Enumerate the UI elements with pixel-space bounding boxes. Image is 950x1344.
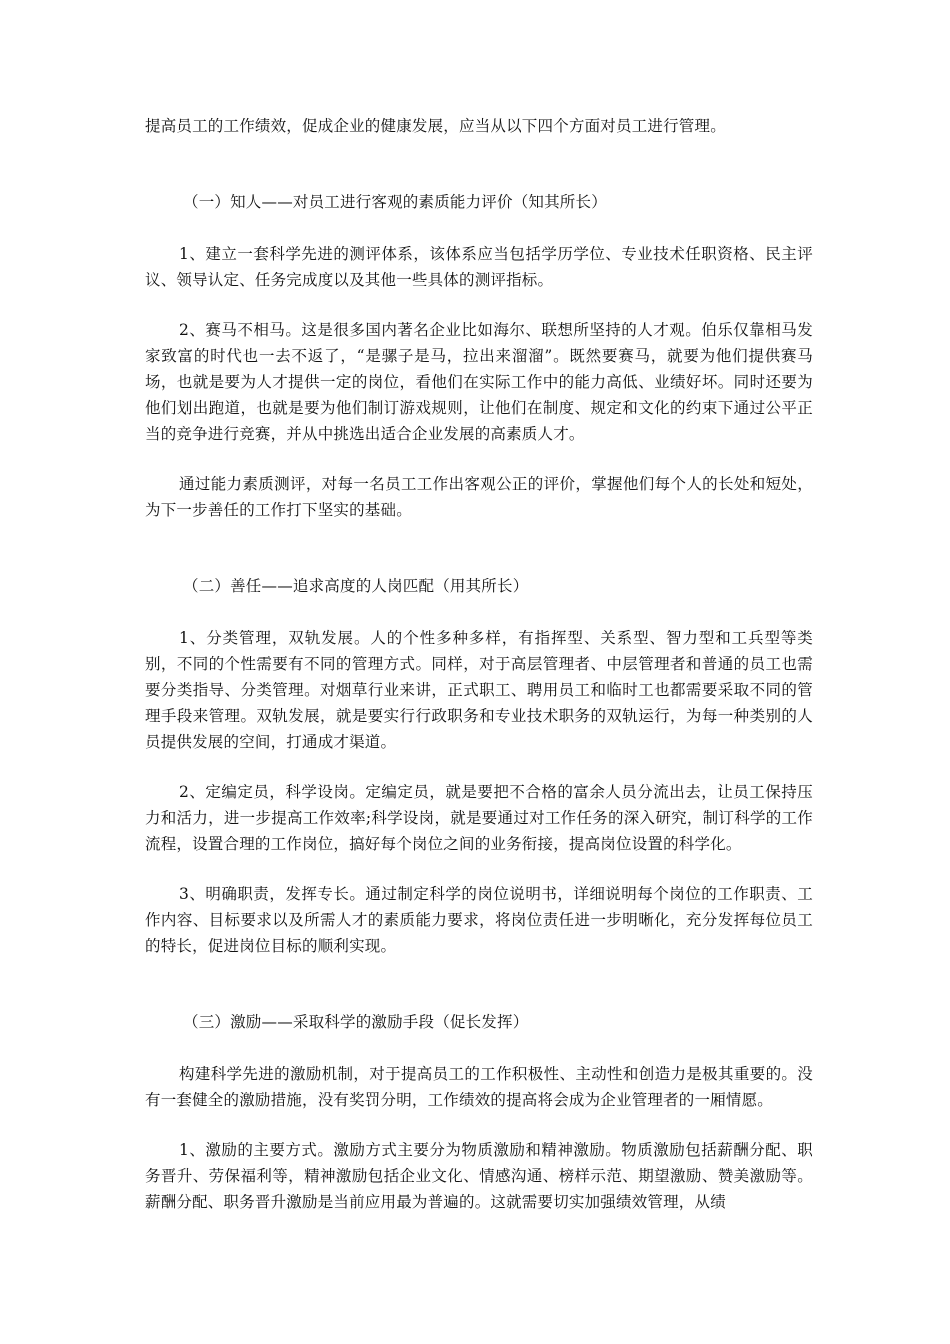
section-3-heading: （三）激励——采取科学的激励手段（促长发挥）: [183, 1013, 529, 1031]
intro-paragraph: 提高员工的工作绩效，促成企业的健康发展，应当从以下四个方面对员工进行管理。: [145, 117, 726, 135]
section-3-paragraph-1: 构建科学先进的激励机制，对于提高员工的工作积极性、主动性和创造力是极其重要的。没有一套健全的激励措施，没有奖罚分明，工作绩效的提高将会成为企业管理者的一厢情愿。: [145, 1065, 813, 1109]
section-2-heading: （二）善任——追求高度的人岗匹配（用其所长）: [183, 577, 529, 595]
section-2-paragraph-1: 1、分类管理，双轨发展。人的个性多种多样，有指挥型、关系型、智力型和工兵型等类别，不同的个性需要有不同的管理方式。同样，对于高层管理者、中层管理者和普通的员工也需要分类指导、分类管理。对烟草行业来讲，正式职工、聘用员工和临时工也都需要采取不同的管理手段来管理。双轨发展，就是要实行行政职务和专业技术职务的双轨运行，为每一种类别的人员提供发展的空间，打通成才渠道。: [145, 629, 813, 751]
section-1-heading: （一）知人——对员工进行客观的素质能力评价（知其所长）: [183, 193, 607, 211]
section-3-paragraph-2: 1、激励的主要方式。激励方式主要分为物质激励和精神激励。物质激励包括薪酬分配、职务晋升、劳保福利等，精神激励包括企业文化、情感沟通、榜样示范、期望激励、赞美激励等。薪酬分配、职务晋升激励是当前应用最为普遍的。这就需要切实加强绩效管理，从绩: [145, 1141, 813, 1211]
section-1-paragraph-3: 通过能力素质测评，对每一名员工工作出客观公正的评价，掌握他们每个人的长处和短处，为下一步善任的工作打下坚实的基础。: [145, 475, 813, 519]
section-1-paragraph-2: 2、赛马不相马。这是很多国内著名企业比如海尔、联想所坚持的人才观。伯乐仅靠相马发家致富的时代也一去不返了，“是骡子是马，拉出来溜溜”。既然要赛马，就要为他们提供赛马场，也就是要为人才提供一定的岗位，看他们在实际工作中的能力高低、业绩好坏。同时还要为他们划出跑道，也就是要为他们制订游戏规则，让他们在制度、规定和文化的约束下通过公平正当的竞争进行竞赛，并从中挑选出适合企业发展的高素质人才。: [145, 321, 813, 443]
document-body: [145, 113, 813, 1215]
section-2-paragraph-3: 3、明确职责，发挥专长。通过制定科学的岗位说明书，详细说明每个岗位的工作职责、工作内容、目标要求以及所需人才的素质能力要求，将岗位责任进一步明晰化，充分发挥每位员工的特长，促进岗位目标的顺利实现。: [145, 885, 813, 955]
section-1-paragraph-1: 1、建立一套科学先进的测评体系，该体系应当包括学历学位、专业技术任职资格、民主评议、领导认定、任务完成度以及其他一些具体的测评指标。: [145, 245, 813, 289]
section-2-paragraph-2: 2、定编定员，科学设岗。定编定员，就是要把不合格的富余人员分流出去，让员工保持压力和活力，进一步提高工作效率;科学设岗，就是要通过对工作任务的深入研究，制订科学的工作流程，设置合理的工作岗位，搞好每个岗位之间的业务衔接，提高岗位设置的科学化。: [145, 783, 813, 853]
